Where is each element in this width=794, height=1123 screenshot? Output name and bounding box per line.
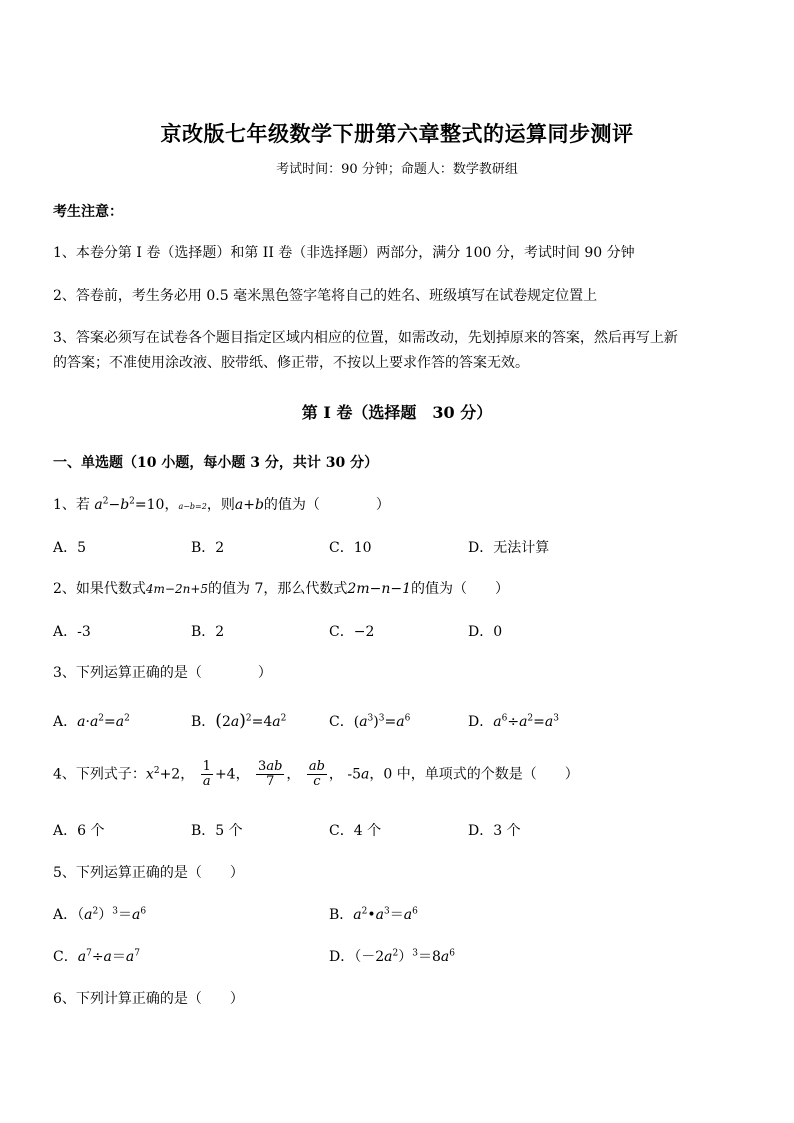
option-c[interactable]: C．−2 (329, 624, 375, 640)
option-b-formula: $(2a)^2=4a^2$ (215, 711, 287, 731)
notice-heading: 考生注意： (53, 204, 123, 220)
q4-fraction-2: $\frac{3ab}{7}$ (258, 759, 283, 789)
q4-fraction-3: $\frac{ab}{c}$ (308, 759, 325, 789)
notice-item: 1、本卷分第 I 卷（选择题）和第 II 卷（非选择题）两部分，满分 100 分，考试时间 90 分钟 (53, 245, 635, 261)
option-c[interactable]: C．$a^7\div a=a^7$ (53, 948, 140, 965)
option-c-formula: $a^7\div a=a^7$ (77, 948, 140, 965)
q2-expression-2: 2m−n−1 (347, 581, 411, 597)
option-a[interactable]: A．-3 (53, 624, 91, 640)
option-d[interactable]: D．3 个 (468, 823, 521, 839)
option-a-formula: $a\cdot a^2=a^2$ (77, 713, 130, 730)
section-title: 第 I 卷（选择题 30 分） (301, 403, 493, 422)
part-heading: 一、单选题（10 小题，每小题 3 分，共计 30 分） (53, 455, 379, 471)
question-6: 6、下列计算正确的是（ ） (53, 991, 244, 1007)
question-3: 3、下列运算正确的是（ ） (53, 665, 272, 681)
notice-item: 2、答卷前，考生务必用 0.5 毫米黑色签字笔将自己的姓名、班级填写在试卷规定位置上 (53, 288, 598, 304)
q1-equation: $a^2-b^2=10$ (94, 496, 165, 513)
question-1: 1、若 $a^2-b^2=10$，a−b=2，则a+b的值为（ ） (53, 496, 390, 513)
q1-condition: a−b=2 (178, 502, 207, 511)
question-5: 5、下列运算正确的是（ ） (53, 865, 244, 881)
option-b[interactable]: B．5 个 (191, 823, 243, 839)
q1-sum: a (234, 497, 244, 513)
page-title: 京改版七年级数学下册第六章整式的运算同步测评 (160, 121, 634, 146)
option-d[interactable]: D．$a^6\div a^2=a^3$ (468, 713, 559, 730)
option-a[interactable]: A．$a\cdot a^2=a^2$ (53, 713, 130, 730)
option-c[interactable]: C．$(a^3)^3=a^6$ (329, 713, 411, 730)
option-b-formula: $a^2•a^3=a^6$ (353, 906, 418, 923)
question-2: 2、如果代数式4m−2n+5的值为 7，那么代数式2m−n−1的值为（ ） (53, 581, 509, 597)
option-d-formula: $(-2a^2)^3=8a^6$ (354, 948, 455, 965)
option-d[interactable]: D．$(-2a^2)^3=8a^6$ (329, 948, 455, 965)
option-a-formula: $(a^2)^3=a^6$ (77, 906, 147, 923)
q2-expression-1: 4m−2n+5 (145, 582, 209, 596)
option-b[interactable]: B．2 (191, 624, 225, 640)
option-a[interactable]: A．6 个 (53, 823, 105, 839)
question-4: 4、下列式子：$x^2+2$， $\frac{1}{a}$ +4， $\frac{3ab}{7}$ ， $\frac{ab}{c}$ ， -5a，0 中，单项式的个数是（ ） (53, 759, 579, 789)
notice-item: 3、答案必须写在试卷各个题目指定区域内相应的位置，如需改动，先划掉原来的答案，然后再写上新 (53, 330, 678, 346)
exam-info: 考试时间：90 分钟；命题人：数学教研组 (276, 162, 518, 177)
option-d[interactable]: D．0 (468, 624, 503, 640)
option-a[interactable]: A．$(a^2)^3=a^6$ (53, 906, 147, 923)
option-b[interactable]: B．$a^2•a^3=a^6$ (329, 906, 418, 923)
option-c-formula: $(a^3)^3=a^6$ (353, 713, 411, 730)
option-c[interactable]: C．10 (329, 540, 372, 556)
option-c[interactable]: C．4 个 (329, 823, 382, 839)
option-d[interactable]: D．无法计算 (468, 540, 550, 556)
notice-item: 的答案；不准使用涂改液、胶带纸、修正带，不按以上要求作答的答案无效。 (53, 355, 529, 371)
option-d-formula: $a^6\div a^2=a^3$ (493, 713, 559, 730)
option-b[interactable]: B．2 (191, 540, 225, 556)
option-a[interactable]: A．5 (53, 540, 87, 556)
q4-fraction-1: $\frac{1}{a}$ (202, 759, 211, 789)
option-b[interactable]: B．$(2a)^2=4a^2$ (191, 711, 287, 731)
